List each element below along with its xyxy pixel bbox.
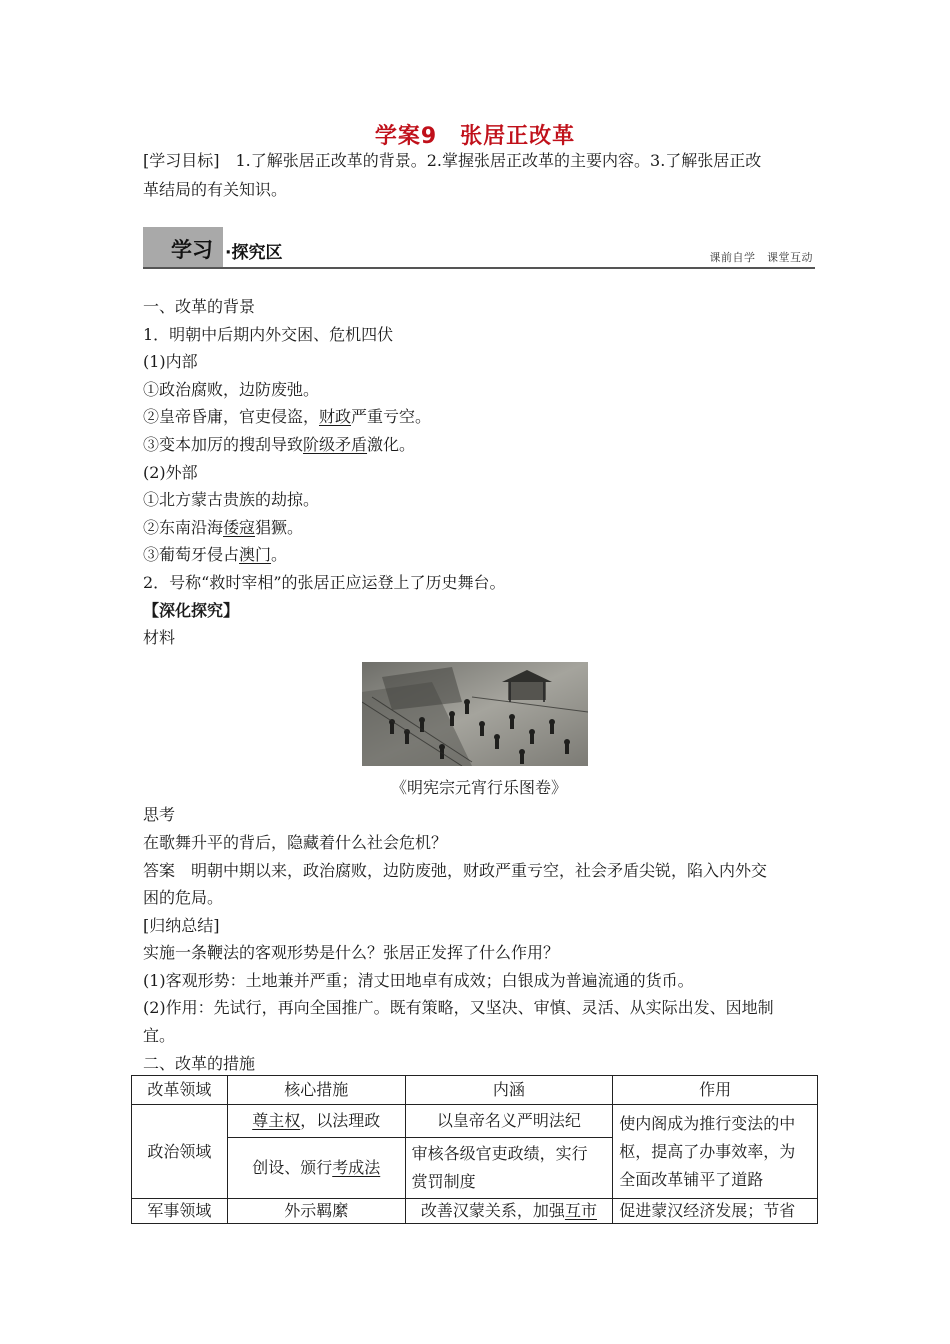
summary-point-2-line-1: (2)作用：先试行，再向全国推广。既有策略，又坚决、审慎、灵活、从实际出发、因地制 — [143, 998, 774, 1018]
table-header: 内涵 — [405, 1076, 613, 1105]
page-title: 学案9 张居正改革 — [374, 124, 576, 149]
table-header-row — [132, 1076, 818, 1105]
keyword-underlined: 阶级矛盾 — [303, 434, 368, 454]
table-cell-content: 以皇帝名义严明法纪 — [405, 1105, 613, 1138]
keyword-underlined: 财政 — [319, 407, 352, 427]
painting-illustration — [362, 662, 588, 766]
table-cell-measure: 创设、颁行考成法 — [227, 1138, 405, 1199]
material-label: 材料 — [143, 628, 176, 648]
internal-heading: (1)内部 — [143, 352, 198, 372]
table-cell-content: 审核各级官吏政绩，实行 赏罚制度 — [405, 1138, 613, 1199]
background-point-2: 2．号称“救时宰相”的张居正应运登上了历史舞台。 — [143, 572, 506, 592]
banner-sub-label: ·探究区 — [225, 243, 283, 263]
banner-right-label: 课前自学 课堂互动 — [709, 251, 813, 264]
think-label: 思考 — [143, 805, 176, 825]
table-header: 作用 — [613, 1076, 818, 1105]
answer-line-2: 困的危局。 — [143, 888, 224, 908]
table-row — [132, 1105, 818, 1138]
think-question: 在歌舞升平的背后，隐藏着什么社会危机？ — [143, 832, 448, 852]
external-item-2: ②东南沿海倭寇猖獗。 — [143, 517, 304, 537]
external-item-1: ①北方蒙古贵族的劫掠。 — [143, 490, 320, 510]
banner-rule — [143, 267, 815, 269]
table-header: 核心措施 — [227, 1076, 405, 1105]
banner-main-label: 学习 — [171, 238, 213, 262]
table-cell-domain: 政治领域 — [132, 1105, 228, 1199]
keyword-underlined: 倭寇 — [223, 517, 256, 537]
summary-point-1: (1)客观形势：土地兼并严重；清丈田地卓有成效；白银成为普遍流通的货币。 — [143, 970, 694, 990]
image-caption: 《明宪宗元宵行乐图卷》 — [390, 777, 567, 797]
summary-heading: [归纳总结] — [143, 915, 220, 935]
deep-inquiry-heading: 【深化探究】 — [143, 600, 240, 620]
section-banner — [143, 227, 815, 269]
section-1-heading: 一、改革的背景 — [143, 297, 256, 316]
painting-image — [143, 662, 815, 774]
table-header: 改革领域 — [132, 1076, 228, 1105]
learning-goals-line-2: 革结局的有关知识。 — [143, 180, 288, 199]
internal-item-2: ②皇帝昏庸，官吏侵盗，财政严重亏空。 — [143, 407, 432, 427]
table-cell-content: 改善汉蒙关系，加强互市 — [405, 1199, 613, 1224]
learning-goals-line-1: [学习目标] 1.了解张居正改革的背景。2.掌握张居正改革的主要内容。3.了解张居正改 — [143, 151, 762, 170]
internal-item-1: ①政治腐败，边防废弛。 — [143, 379, 320, 399]
background-point-1: 1．明朝中后期内外交困、危机四伏 — [143, 324, 394, 344]
main-content — [143, 293, 815, 1077]
table-cell-measure: 尊主权，以法理政 — [227, 1105, 405, 1138]
internal-item-3: ③变本加厉的搜刮导致阶级矛盾激化。 — [143, 434, 416, 454]
section-2-heading: 二、改革的措施 — [143, 1053, 256, 1073]
table-cell-effect: 促进蒙汉经济发展；节省 — [613, 1199, 818, 1224]
external-item-3: ③葡萄牙侵占澳门。 — [143, 545, 288, 565]
table-row — [132, 1199, 818, 1224]
table-cell-domain: 军事领域 — [132, 1199, 228, 1224]
keyword-underlined: 澳门 — [239, 545, 272, 565]
reform-measures-table — [131, 1075, 818, 1224]
learning-goals — [143, 146, 815, 204]
answer-line-1: 答案 明朝中期以来，政治腐败，边防废弛，财政严重亏空，社会矛盾尖锐，陷入内外交 — [143, 860, 768, 880]
table-cell-measure: 外示羁縻 — [227, 1199, 405, 1224]
summary-question: 实施一条鞭法的客观形势是什么？张居正发挥了什么作用？ — [143, 943, 560, 963]
external-heading: (2)外部 — [143, 462, 198, 482]
table-cell-effect: 使内阁成为推行变法的中 枢，提高了办事效率，为 全面改革铺平了道路 — [613, 1105, 818, 1199]
summary-point-2-line-2: 宜。 — [143, 1026, 176, 1046]
